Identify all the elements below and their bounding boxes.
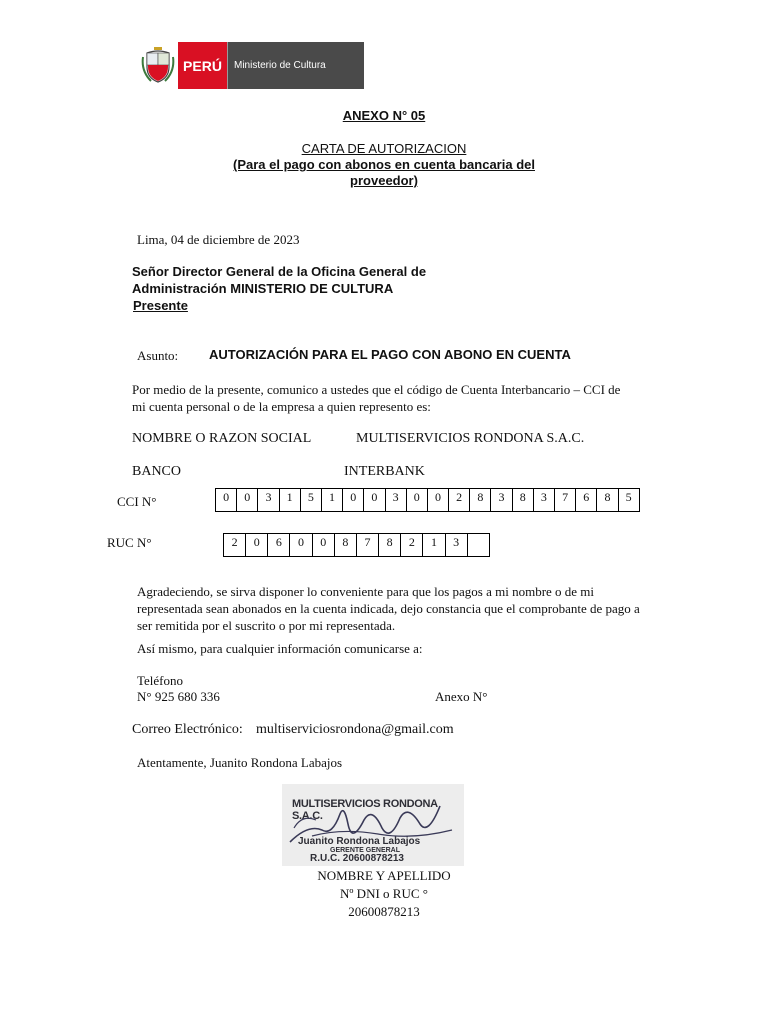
intro-line2: mi cuenta personal o de la empresa a quien represento es: [132,399,431,414]
stamp-ruc: R.U.C. 20600878213 [310,853,404,864]
bank-label: BANCO [132,464,182,479]
company-label: NOMBRE O RAZON SOCIAL [132,431,312,446]
recipient-line3: Presente [133,298,188,313]
signature-id-line: Nº DNI o RUC ° [340,886,428,901]
cci-digit-cell: 0 [407,489,428,511]
ruc-digit-cell: 7 [357,534,379,556]
cci-digit-cell: 0 [237,489,258,511]
cci-digit-cell: 3 [258,489,279,511]
stamp-name: Juanito Rondona Labajos [298,836,421,847]
ruc-digit-cell: 8 [335,534,357,556]
recipient-line1: Señor Director General de la Oficina General de [132,264,427,279]
company-stamp [282,784,464,866]
stamp-company: MULTISERVICIOS RONDONA S.A.C. [292,798,438,822]
ruc-digit-cell [468,534,490,556]
contact-intro: Así mismo, para cualquier información comunicarse a: [137,641,423,656]
company-value: MULTISERVICIOS RONDONA S.A.C. [356,431,585,446]
annex-title: ANEXO N° 05 [342,108,426,123]
closing: Atentamente, Juanito Rondona Labajos [137,755,343,770]
ruc-digit-cell: 0 [246,534,268,556]
ministry-badge [228,42,364,89]
ruc-digit-cell: 2 [224,534,246,556]
ruc-digit-cell: 2 [401,534,423,556]
stamp-role: GERENTE GENERAL [330,847,401,854]
cci-digit-cell: 8 [470,489,491,511]
bank-value: INTERBANK [344,464,425,479]
ministry-label: Ministerio de Cultura [234,60,326,71]
country-label: PERÚ [183,57,222,74]
cci-digit-cell: 3 [534,489,555,511]
subject-label: Asunto: [137,348,179,363]
ruc-digit-cell: 3 [446,534,468,556]
cci-digit-cell: 1 [322,489,343,511]
cci-digit-cell: 2 [449,489,470,511]
cci-digit-grid [215,488,640,512]
cci-digit-cell: 3 [491,489,512,511]
ruc-digit-cell: 1 [423,534,445,556]
cci-label: CCI N° [117,494,157,509]
cci-digit-cell: 0 [216,489,237,511]
signature-icon [282,784,464,866]
ruc-digit-cell: 8 [379,534,401,556]
country-badge [178,42,227,89]
signature-ruc-line: 20600878213 [348,904,420,919]
cci-digit-cell: 1 [280,489,301,511]
email-label: Correo Electrónico: [132,722,243,737]
phone-label: Teléfono [137,673,184,688]
cci-digit-cell: 7 [555,489,576,511]
signature-name-line: NOMBRE Y APELLIDO [317,868,451,883]
cci-digit-cell: 8 [513,489,534,511]
cci-digit-cell: 5 [301,489,322,511]
phone-value: N° 925 680 336 [137,689,220,704]
cci-digit-cell: 0 [343,489,364,511]
ruc-digit-grid [223,533,490,557]
cci-digit-cell: 3 [386,489,407,511]
letter-subtitle-line1: (Para el pago con abonos en cuenta bancaria del [233,157,535,172]
letter-subtitle-line2: proveedor) [350,173,418,188]
thanks-line2: representada sean abonados en la cuenta indicada, dejo constancia que el comprobante de pago a [137,601,640,616]
cci-digit-cell: 6 [576,489,597,511]
cci-digit-cell: 8 [597,489,618,511]
subject-text: AUTORIZACIÓN PARA EL PAGO CON ABONO EN CUENTA [209,347,571,362]
annex-label: Anexo N° [435,689,488,704]
ruc-digit-cell: 6 [268,534,290,556]
ministry-logo [138,42,364,89]
ruc-label: RUC N° [107,535,152,550]
intro-line1: Por medio de la presente, comunico a ustedes que el código de Cuenta Interbancario – CCI de [132,382,621,397]
coat-of-arms-icon [138,42,178,89]
cci-digit-cell: 0 [364,489,385,511]
recipient-line2: Administración MINISTERIO DE CULTURA [132,281,394,296]
email-value: multiserviciosrondona@gmail.com [256,722,454,737]
cci-digit-cell: 5 [619,489,640,511]
letter-title: CARTA DE AUTORIZACION [301,141,467,156]
ruc-digit-cell: 0 [313,534,335,556]
ruc-digit-cell: 0 [290,534,312,556]
place-date: Lima, 04 de diciembre de 2023 [137,232,300,247]
cci-digit-cell: 0 [428,489,449,511]
thanks-line3: ser remitida por el suscrito o por mi representada. [137,618,396,633]
thanks-line1: Agradeciendo, se sirva disponer lo conveniente para que los pagos a mi nombre o de mi [137,584,595,599]
